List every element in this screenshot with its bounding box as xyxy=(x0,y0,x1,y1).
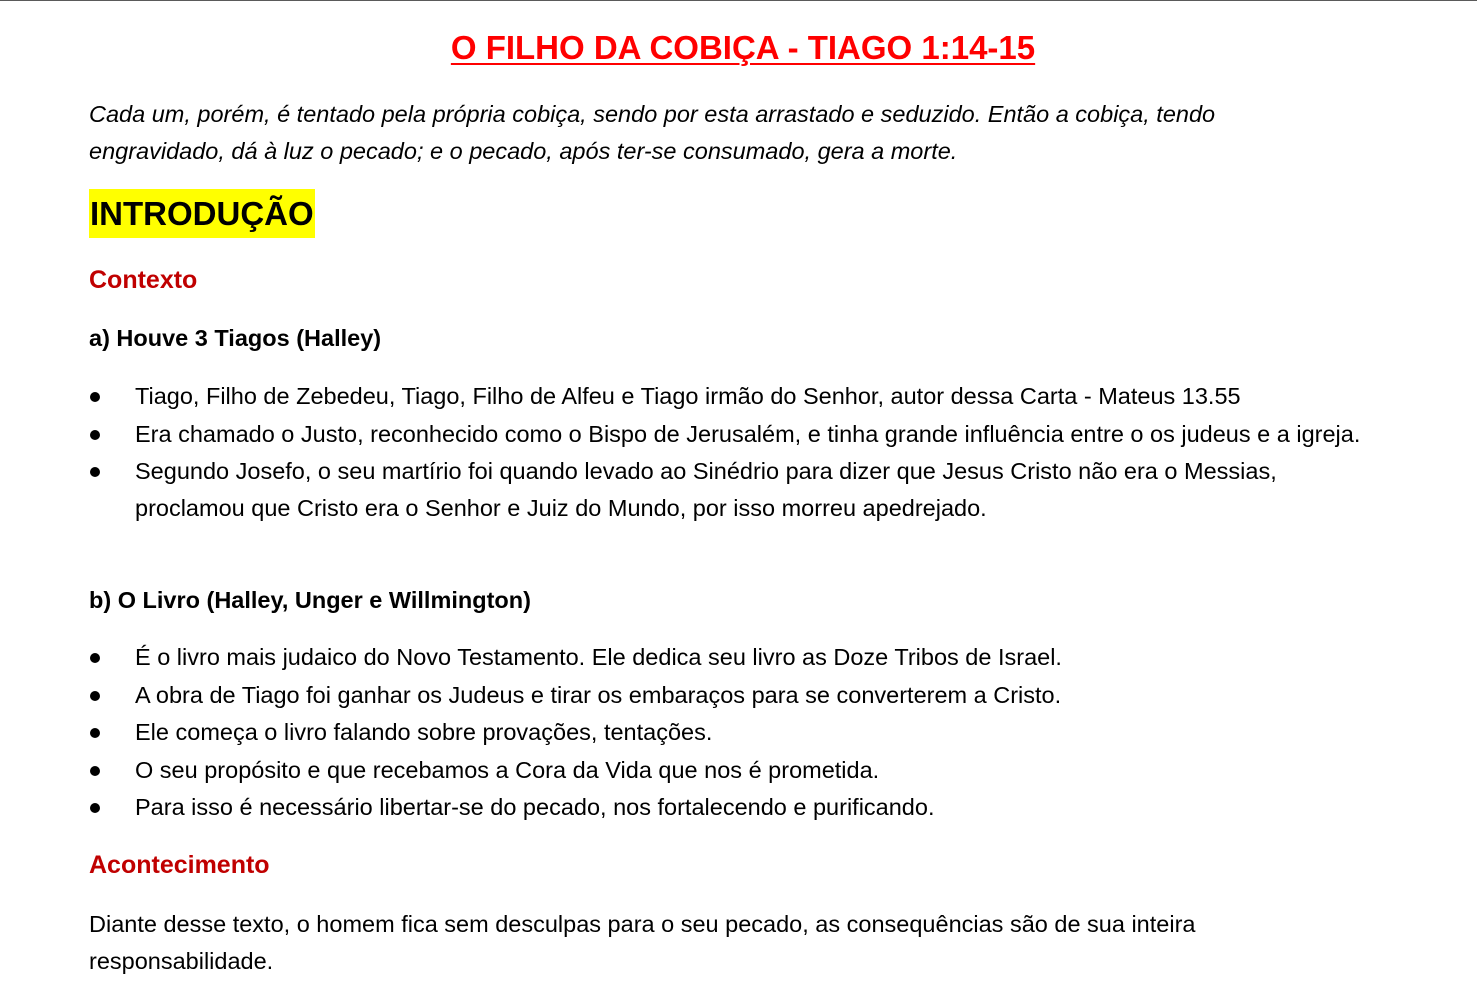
list-item-text: Tiago, Filho de Zebedeu, Tiago, Filho de Alfeu e Tiago irmão do Senhor, autor dessa Carta - Mateus 13.55 xyxy=(135,383,1241,409)
item-heading-a: a) Houve 3 Tiagos (Halley) xyxy=(89,325,382,351)
list-item-text: Segundo Josefo, o seu martírio foi quando levado ao Sinédrio para dizer que Jesus Cristo não era o Messias, proclamou que Cristo era o Senhor e Juiz do Mundo, por isso morreu apedrejado. xyxy=(135,458,1277,521)
list-item-text: Era chamado o Justo, reconhecido como o Bispo de Jerusalém, e tinha grande influência entre o os judeus e a igreja. xyxy=(135,420,1361,447)
list-item-text: Ele começa o livro falando sobre provações, tentações. xyxy=(135,719,713,745)
sub-heading-contexto: Contexto xyxy=(89,266,198,294)
bullet-icon xyxy=(90,392,100,402)
bullet-icon xyxy=(90,691,100,701)
bullet-list-a xyxy=(89,378,1389,527)
list-item xyxy=(89,453,1389,526)
list-item-text: O seu propósito e que recebamos a Cora da Vida que nos é prometida. xyxy=(135,756,880,783)
list-item-text: É o livro mais judaico do Novo Testamento. Ele dedica seu livro as Doze Tribos de Israel. xyxy=(135,644,1062,670)
item-heading-b: b) O Livro (Halley, Unger e Willmington) xyxy=(89,587,531,613)
bullet-list-b xyxy=(89,639,1389,827)
list-item-text: Para isso é necessário libertar-se do pecado, nos fortalecendo e purificando. xyxy=(135,794,935,820)
section-heading-introducao: INTRODUÇÃO xyxy=(89,189,315,238)
list-item xyxy=(89,639,1389,676)
bullet-icon xyxy=(90,467,100,477)
list-item xyxy=(89,714,1389,751)
list-item-text: A obra de Tiago foi ganhar os Judeus e tirar os embaraços para se converterem a Cristo. xyxy=(135,681,1062,708)
list-item xyxy=(89,378,1389,415)
list-item xyxy=(89,677,1389,714)
list-item xyxy=(89,752,1389,789)
bullet-icon xyxy=(90,766,100,776)
page-top-border xyxy=(0,0,1477,1)
bullet-icon xyxy=(90,430,100,440)
sub-heading-acontecimento: Acontecimento xyxy=(89,851,270,879)
bullet-icon xyxy=(90,803,100,813)
scripture-quote: Cada um, porém, é tentado pela própria cobiça, sendo por esta arrastado e seduzido. Então a cobiça, tendo engravidado, dá à luz o pecado; e o pecado, após ter-se consumado, gera a morte. xyxy=(89,101,1216,164)
list-item xyxy=(89,789,1389,826)
list-item xyxy=(89,416,1389,453)
event-paragraph: Diante desse texto, o homem fica sem desculpas para o seu pecado, as consequências são de sua inteira responsabilidade. xyxy=(89,911,1196,974)
bullet-icon xyxy=(90,728,100,738)
bullet-icon xyxy=(90,653,100,663)
document-title: O FILHO DA COBIÇA - TIAGO 1:14-15 xyxy=(450,29,1036,66)
